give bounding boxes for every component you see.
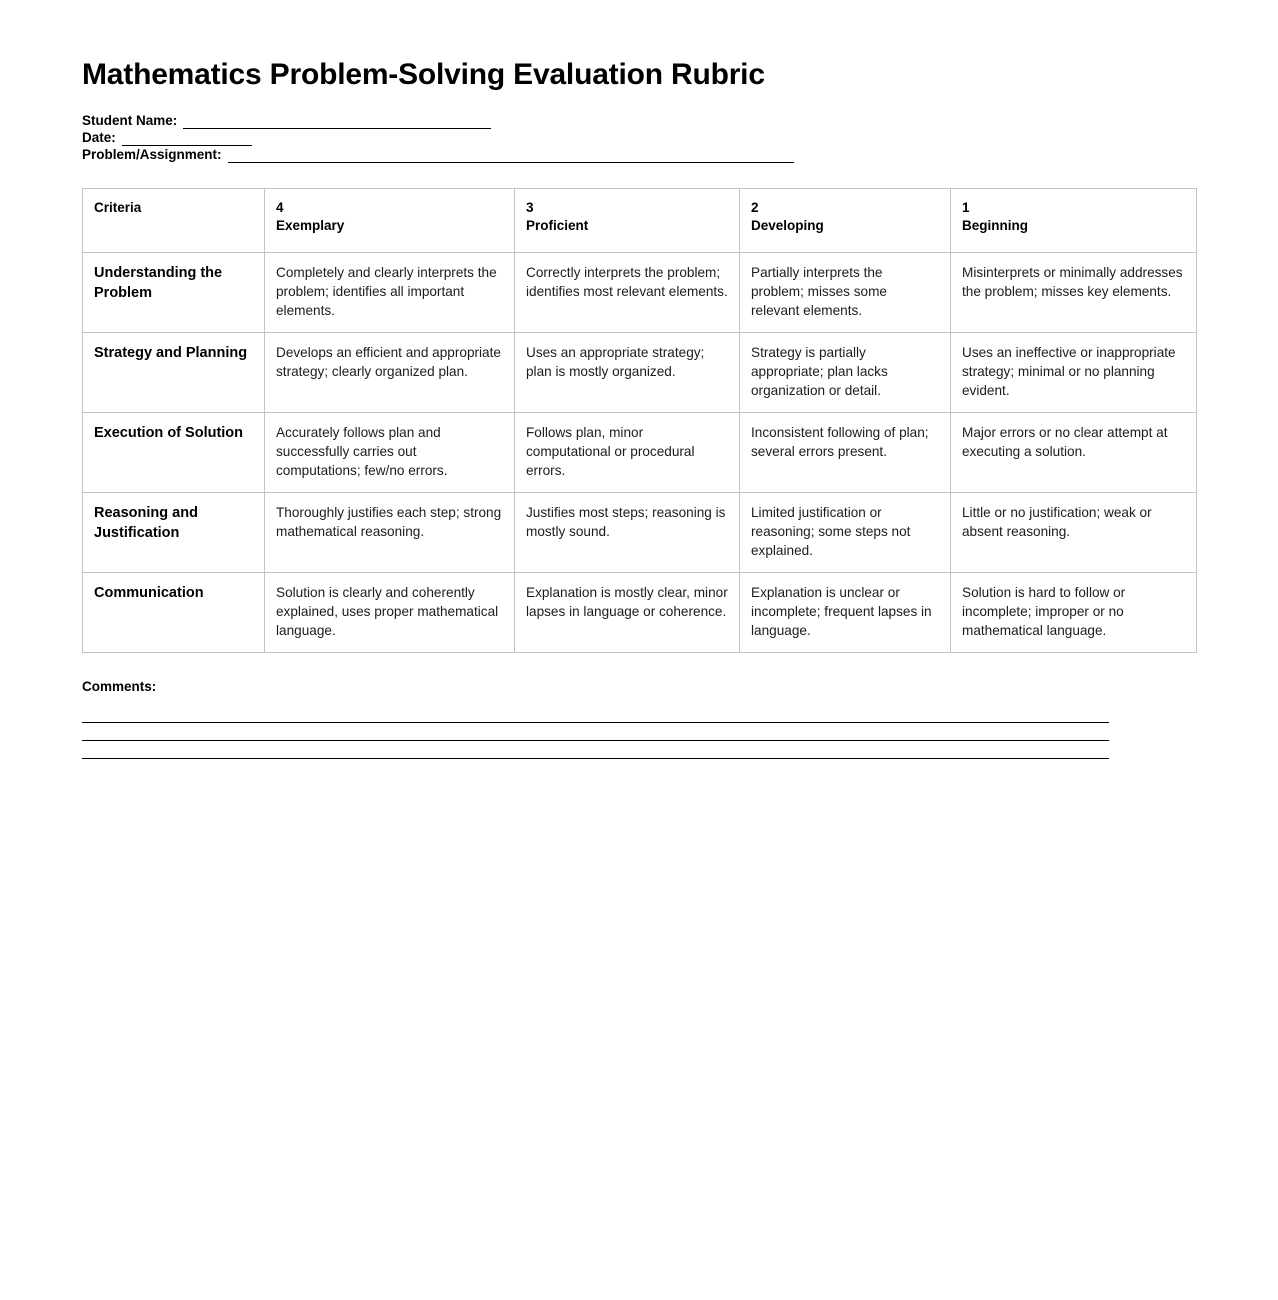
column-header-level-2 [740,189,951,253]
rubric-table-container [82,188,1196,653]
column-header-level-4 [265,189,515,253]
level-4-score: 4 [276,200,284,215]
level-3-header [526,199,728,235]
descriptor-cell-level-3[interactable]: Justifies most steps; reasoning is mostly sound. [515,493,740,573]
level-1-score: 1 [962,200,970,215]
comment-line[interactable] [82,723,1109,741]
comments-input-area [82,705,1109,759]
table-row [83,573,1197,653]
criterion-cell: Communication [83,573,265,653]
level-3-label: Proficient [526,218,589,233]
descriptor-cell-level-3[interactable]: Correctly interprets the problem; identifies most relevant elements. [515,253,740,333]
descriptor-cell-level-2[interactable]: Inconsistent following of plan; several errors present. [740,413,951,493]
table-row [83,253,1197,333]
table-row [83,413,1197,493]
descriptor-cell-level-4[interactable]: Thoroughly justifies each step; strong mathematical reasoning. [265,493,515,573]
problem-assignment-label: Problem/Assignment: [82,147,222,162]
rubric-table [82,188,1197,653]
descriptor-cell-level-1[interactable]: Little or no justification; weak or absent reasoning. [951,493,1197,573]
criterion-cell: Execution of Solution [83,413,265,493]
comment-line[interactable] [82,741,1109,759]
descriptor-cell-level-3[interactable]: Follows plan, minor computational or procedural errors. [515,413,740,493]
descriptor-cell-level-2[interactable]: Limited justification or reasoning; some steps not explained. [740,493,951,573]
column-header-criteria [83,189,265,253]
level-1-header [962,199,1185,235]
descriptor-cell-level-3[interactable]: Uses an appropriate strategy; plan is mostly organized. [515,333,740,413]
level-4-label: Exemplary [276,218,345,233]
date-input[interactable] [122,132,252,146]
descriptor-cell-level-4[interactable]: Accurately follows plan and successfully carries out computations; few/no errors. [265,413,515,493]
level-2-header [751,199,939,235]
level-3-score: 3 [526,200,534,215]
date-row [82,129,794,146]
table-row [83,493,1197,573]
criterion-cell: Reasoning and Justification [83,493,265,573]
descriptor-cell-level-1[interactable]: Solution is hard to follow or incomplete; improper or no mathematical language. [951,573,1197,653]
descriptor-cell-level-2[interactable]: Strategy is partially appropriate; plan lacks organization or detail. [740,333,951,413]
student-info-block [82,112,794,163]
descriptor-cell-level-1[interactable]: Misinterprets or minimally addresses the problem; misses key elements. [951,253,1197,333]
level-2-label: Developing [751,218,824,233]
descriptor-cell-level-4[interactable]: Develops an efficient and appropriate strategy; clearly organized plan. [265,333,515,413]
date-label: Date: [82,130,116,145]
table-header-row [83,189,1197,253]
descriptor-cell-level-3[interactable]: Explanation is mostly clear, minor lapses in language or coherence. [515,573,740,653]
problem-assignment-row [82,146,794,163]
problem-assignment-input[interactable] [228,149,794,163]
descriptor-cell-level-2[interactable]: Explanation is unclear or incomplete; frequent lapses in language. [740,573,951,653]
descriptor-cell-level-4[interactable]: Solution is clearly and coherently explained, uses proper mathematical language. [265,573,515,653]
column-header-level-3 [515,189,740,253]
descriptor-cell-level-1[interactable]: Uses an ineffective or inappropriate strategy; minimal or no planning evident. [951,333,1197,413]
criterion-cell: Understanding the Problem [83,253,265,333]
student-name-row [82,112,794,129]
student-name-label: Student Name: [82,113,178,128]
descriptor-cell-level-2[interactable]: Partially interprets the problem; misses some relevant elements. [740,253,951,333]
page-title: Mathematics Problem-Solving Evaluation Rubric [82,58,765,91]
descriptor-cell-level-1[interactable]: Major errors or no clear attempt at executing a solution. [951,413,1197,493]
comment-line[interactable] [82,705,1109,723]
level-4-header [276,199,503,235]
comments-label: Comments: [82,679,157,694]
criteria-header-label: Criteria [94,200,142,215]
student-name-input[interactable] [183,115,491,129]
criterion-cell: Strategy and Planning [83,333,265,413]
descriptor-cell-level-4[interactable]: Completely and clearly interprets the problem; identifies all important elements. [265,253,515,333]
column-header-level-1 [951,189,1197,253]
table-row [83,333,1197,413]
level-2-score: 2 [751,200,759,215]
level-1-label: Beginning [962,218,1028,233]
